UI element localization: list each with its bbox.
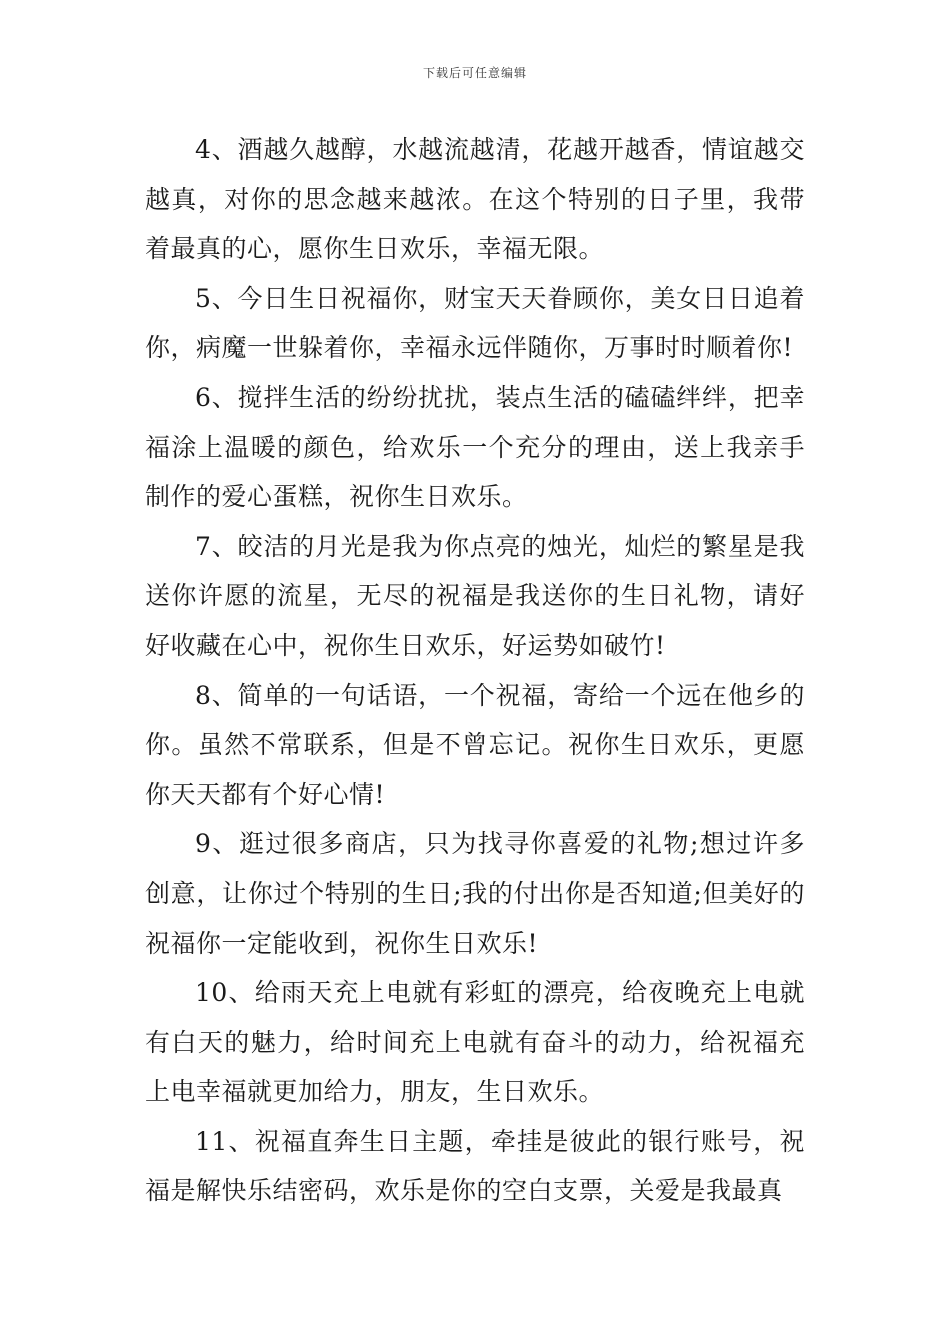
paragraph-9: 9、逛过很多商店，只为找寻你喜爱的礼物;想过许多创意，让你过个特别的生日;我的付出你是否知道;但美好的祝福你一定能收到，祝你生日欢乐! — [145, 829, 805, 958]
paragraph-4: 4、酒越久越醇，水越流越清，花越开越香，情谊越交越真，对你的思念越来越浓。在这个特别的日子里，我带着最真的心，愿你生日欢乐，幸福无限。 — [145, 135, 805, 264]
paragraph-5: 5、今日生日祝福你，财宝天天眷顾你，美女日日追着你，病魔一世躲着你，幸福永远伴随你，万事时时顺着你! — [145, 283, 805, 363]
paragraph-7: 7、皎洁的月光是我为你点亮的烛光，灿烂的繁星是我送你许愿的流星，无尽的祝福是我送你的生日礼物，请好好收藏在心中，祝你生日欢乐，好运势如破竹! — [145, 531, 805, 660]
document-body — [145, 125, 805, 1216]
paragraph-6: 6、搅拌生活的纷纷扰扰，装点生活的磕磕绊绊，把幸福涂上温暖的颜色，给欢乐一个充分的理由，送上我亲手制作的爱心蛋糕，祝你生日欢乐。 — [145, 382, 805, 512]
page-header: 下载后可任意编辑 — [422, 66, 527, 80]
paragraph-10: 10、给雨天充上电就有彩虹的漂亮，给夜晚充上电就有白天的魅力，给时间充上电就有奋斗的动力，给祝福充上电幸福就更加给力，朋友，生日欢乐。 — [145, 978, 805, 1107]
paragraph-8: 8、简单的一句话语，一个祝福，寄给一个远在他乡的你。虽然不常联系，但是不曾忘记。祝你生日欢乐，更愿你天天都有个好心情! — [145, 680, 805, 809]
paragraph-11: 11、祝福直奔生日主题，牵挂是彼此的银行账号，祝福是解快乐结密码，欢乐是你的空白支票，关爱是我最真 — [145, 1126, 805, 1206]
